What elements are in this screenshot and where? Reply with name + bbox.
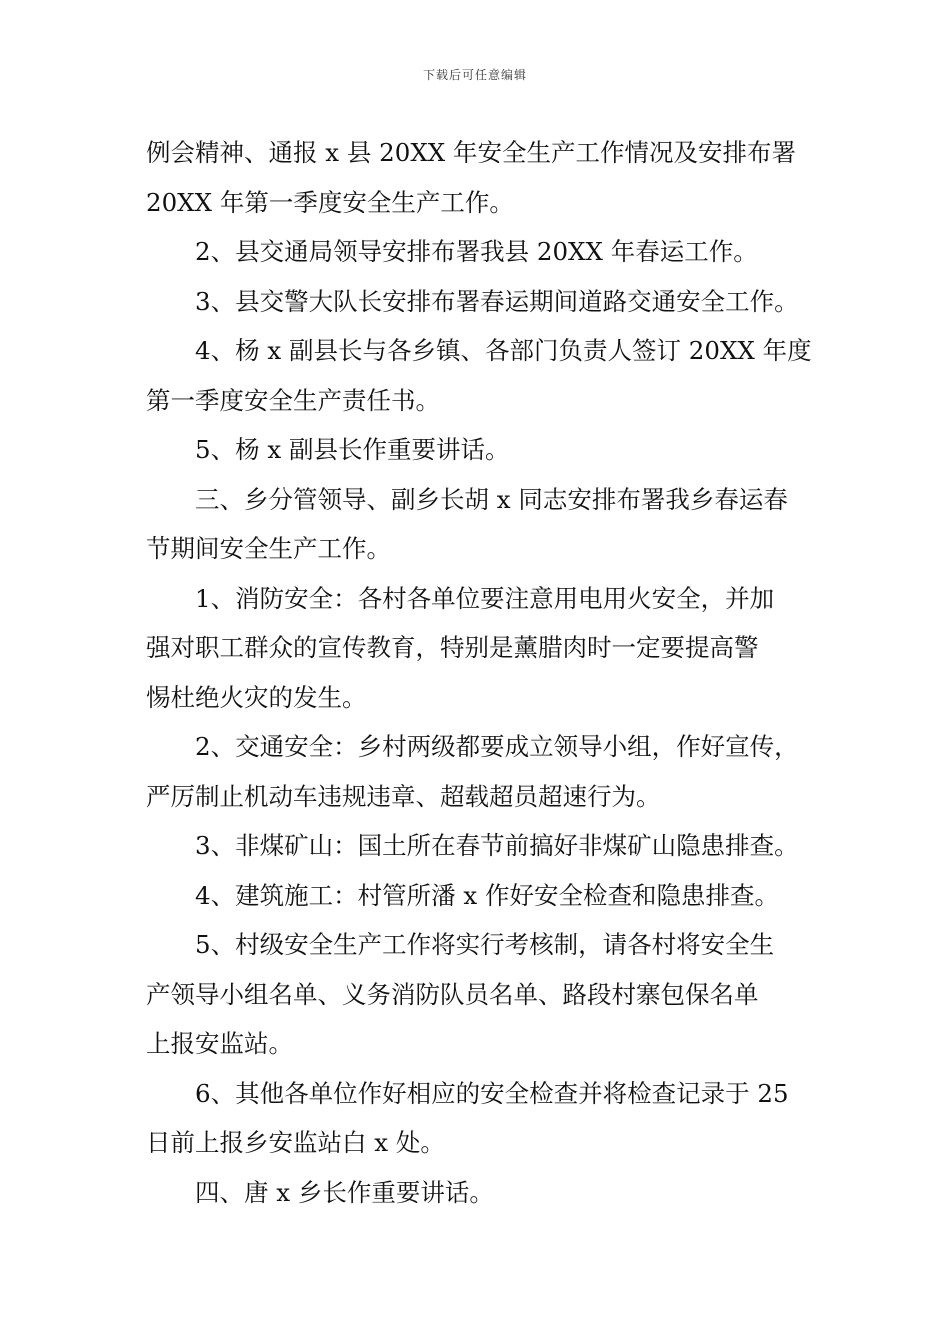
text-line: 2、交通安全：乡村两级都要成立领导小组，作好宣传， xyxy=(195,732,799,761)
text-line: 20XX 年第一季度安全生产工作。 xyxy=(146,187,514,217)
text-line: 1、消防安全：各村各单位要注意用电用火安全，并加 xyxy=(195,583,775,613)
text-line: 例会精神、通报 x 县 20XX 年安全生产工作情况及安排布署 xyxy=(146,138,797,167)
document-body xyxy=(146,128,826,1217)
text-line: 2、县交通局领导安排布署我县 20XX 年春运工作。 xyxy=(195,237,758,266)
text-line: 3、非煤矿山：国土所在春节前搞好非煤矿山隐患排查。 xyxy=(195,831,799,860)
text-line: 严厉制止机动车违规违章、超载超员超速行为。 xyxy=(146,781,661,811)
text-line: 四、唐 x 乡长作重要讲话。 xyxy=(195,1177,494,1207)
text-line: 4、建筑施工：村管所潘 x 作好安全检查和隐患排查。 xyxy=(195,880,779,910)
text-line: 5、杨 x 副县长作重要讲话。 xyxy=(195,435,510,464)
text-line: 上报安监站。 xyxy=(146,1029,293,1058)
text-line: 日前上报乡安监站白 x 处。 xyxy=(146,1128,445,1157)
text-line: 4、杨 x 副县长与各乡镇、各部门负责人签订 20XX 年度 xyxy=(195,336,812,365)
text-line: 强对职工群众的宣传教育，特别是薰腊肉时一定要提高警 xyxy=(146,633,759,662)
text-line: 5、村级安全生产工作将实行考核制，请各村将安全生 xyxy=(195,930,775,959)
text-line: 6、其他各单位作好相应的安全检查并将检查记录于 25 xyxy=(195,1078,789,1108)
text-line: 节期间安全生产工作。 xyxy=(146,534,391,563)
text-line: 3、县交警大队长安排布署春运期间道路交通安全工作。 xyxy=(195,286,799,316)
text-line: 惕杜绝火灾的发生。 xyxy=(146,682,367,712)
text-line: 三、乡分管领导、副乡长胡 x 同志安排布署我乡春运春 xyxy=(195,484,788,514)
text-line: 产领导小组名单、义务消防队员名单、路段村寨包保名单 xyxy=(146,979,759,1009)
page-header: 下载后可任意编辑 xyxy=(422,68,527,82)
text-line: 第一季度安全生产责任书。 xyxy=(146,385,440,415)
